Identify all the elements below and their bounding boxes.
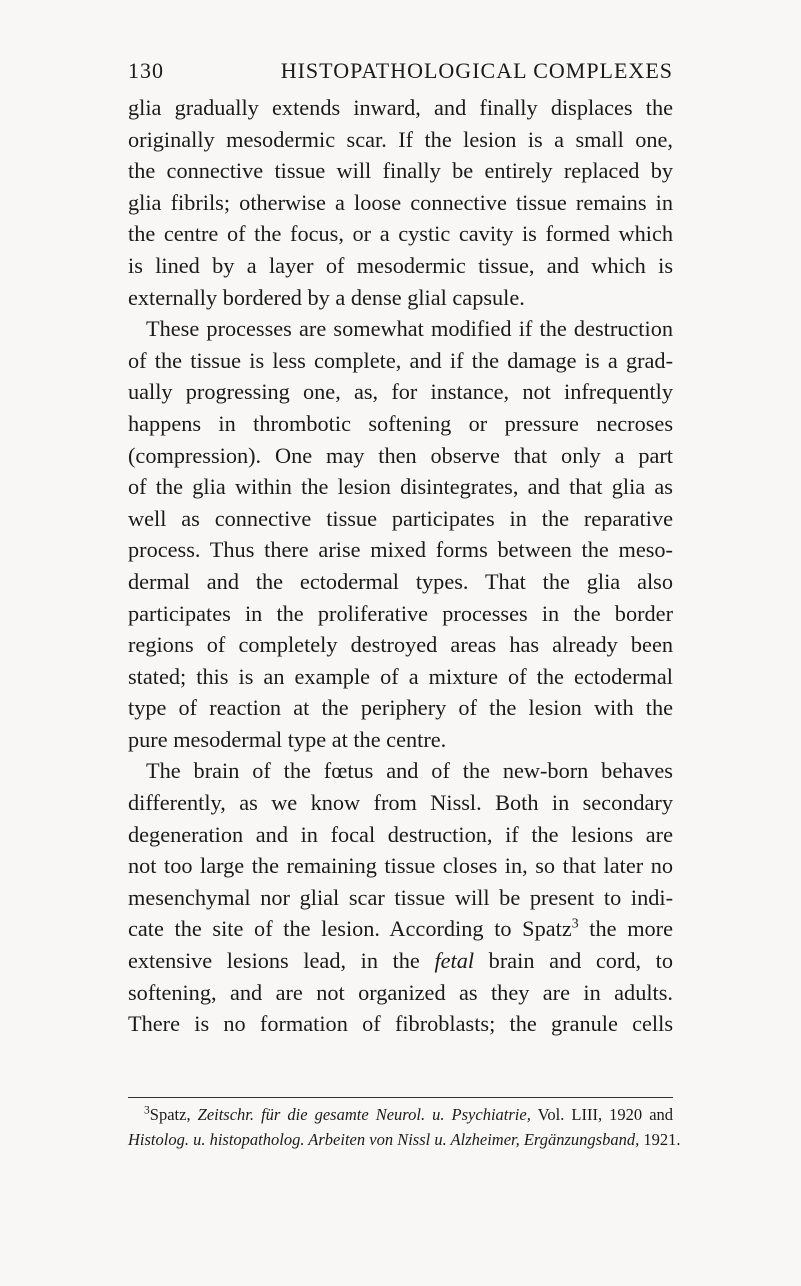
running-header [128,56,673,86]
footnote-line [128,1127,681,1152]
text-line [128,913,673,945]
footnote-author: Spatz, [149,1105,191,1124]
text-line: the centre of the focus, or a cystic cavity is formed which [128,221,673,247]
text-line: mesenchymal nor glial scar tissue will be present to indi- [128,884,673,910]
footnote-marker: 3 [144,1104,150,1117]
text-line: originally mesodermic scar. If the lesion is a small one, [128,126,673,152]
footnote-journal: Zeitschr. für die gesamte Neurol. u. Psychiatrie, [197,1105,531,1124]
text-line: glia gradually extends inward, and finally displaces the [128,95,673,120]
text-line: process. Thus there arise mixed forms between the meso- [128,537,673,563]
text-segment: the more [578,916,674,942]
footnote [128,1102,681,1152]
text-line: stated; this is an example of a mixture of the ectodermal [128,663,673,689]
text-segment: extensive lesions lead, in the [128,948,420,974]
footnote-journal-2: Histolog. u. histopatholog. Arbeiten von Nissl u. Alzheimer, Ergänzungsband, [128,1130,640,1149]
text-line [128,945,673,977]
text-line: regions of completely destroyed areas has already been [128,632,673,658]
text-line: ually progressing one, as, for instance, not infrequently [128,379,673,405]
text-line: participates in the proliferative processes in the border [128,600,673,626]
text-line: of the tissue is less complete, and if the damage is a grad- [128,347,673,373]
text-line: happens in thrombotic softening or pressure necroses [128,410,673,436]
text-line: the connective tissue will finally be entirely replaced by [128,158,673,184]
text-line: not too large the remaining tissue closes in, so that later no [128,853,673,879]
italic-word: fetal [434,948,475,974]
text-line: well as connective tissue participates in the reparative [128,505,673,531]
text-line: (compression). One may then observe that only a part [128,442,673,468]
running-head-title: HISTOPATHOLOGICAL COMPLEXES [280,58,673,83]
text-line: type of reaction at the periphery of the lesion with the [128,695,673,721]
text-segment: brain and cord, to [474,948,674,974]
footnote-ref: 3 [571,916,579,932]
footnote-volume: Vol. LIII, 1920 and [537,1105,674,1124]
text-line: The brain of the fœtus and of the new-born behaves [146,758,673,784]
text-line: pure mesodermal type at the centre. [128,726,447,752]
text-segment: cate the site of the lesion. According to Spatz [128,916,572,942]
text-line: There is no formation of fibroblasts; the granule cells [128,1011,673,1037]
text-line: externally bordered by a dense glial capsule. [128,284,525,310]
text-line: of the glia within the lesion disintegrates, and that glia as [128,474,673,500]
footnote-year: 1921. [643,1130,681,1149]
text-line: is lined by a layer of mesodermic tissue, and which is [128,252,673,278]
text-line: dermal and the ectodermal types. That the glia also [128,568,673,594]
footnote-rule [128,1097,673,1098]
text-line: glia fibrils; otherwise a loose connective tissue remains in [128,189,673,215]
text-line: softening, and are not organized as they are in adults. [128,979,673,1005]
text-line: differently, as we know from Nissl. Both in secondary [128,790,673,816]
body-text [128,92,673,1040]
footnote-line [128,1102,673,1127]
page-number: 130 [128,58,164,83]
text-line: These processes are somewhat modified if the destruction [146,316,673,342]
text-line: degeneration and in focal destruction, if the lesions are [128,821,673,847]
